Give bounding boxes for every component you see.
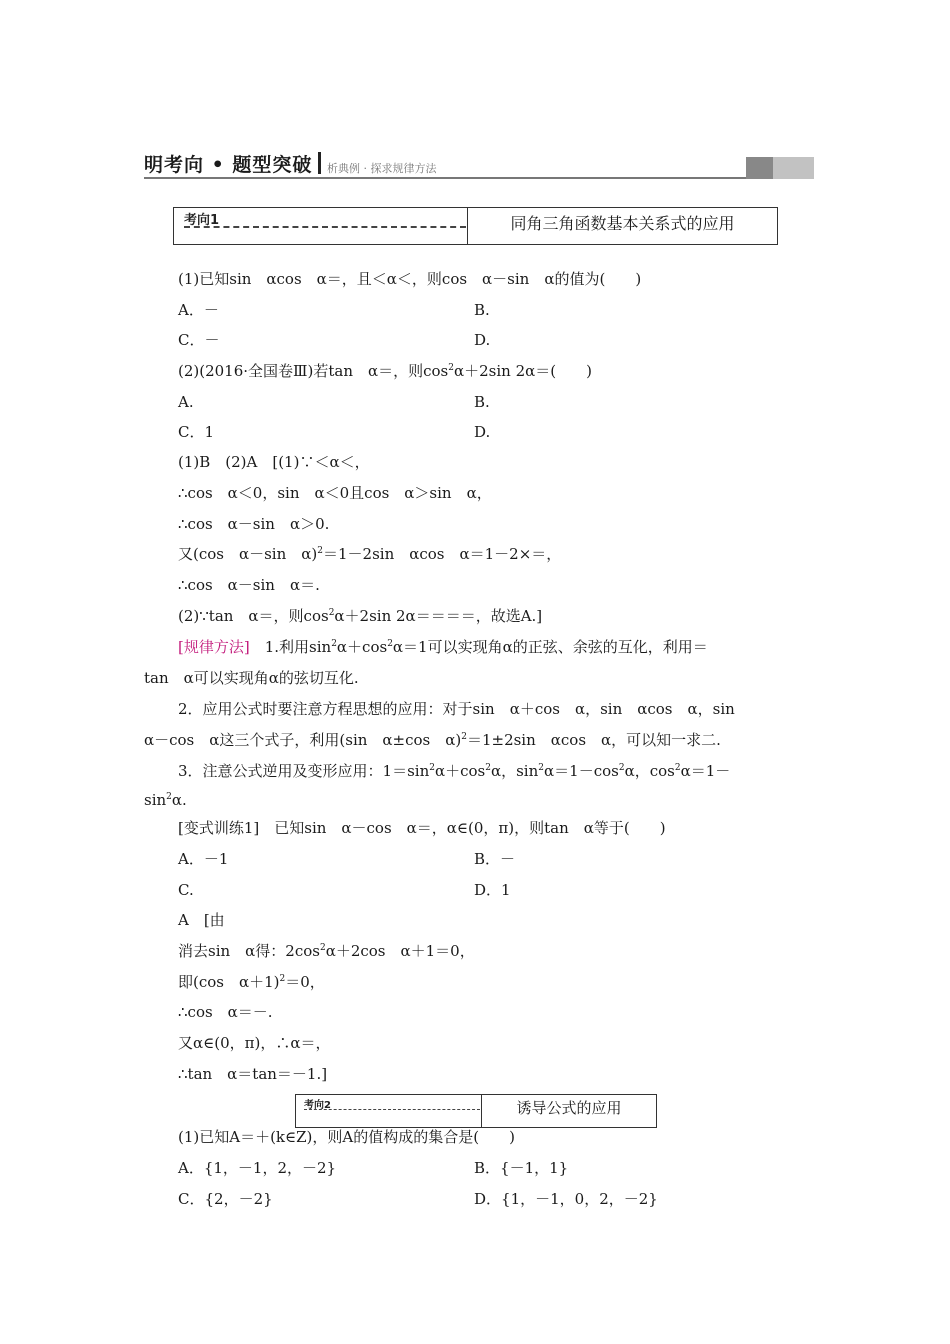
title-separator [318,152,321,174]
option-c: C. [178,881,194,899]
solution-line: ∴cos α－sin α＞0. [178,515,330,533]
question-stem: (1)已知sin αcos α＝，且＜α＜，则cos α－sin α的值为( ) [178,270,642,288]
solution-line: A [由 [178,911,225,929]
method-line: 3．注意公式逆用及变形应用：$1=\sin^2\alpha+\cos^2\alpha$，$\sin^2\alpha=1-\cos^2\alpha$，$\cos^2\alpha=1-$ [178,762,731,780]
topic-title: 同角三角函数基本关系式的应用 [510,214,735,233]
option-b: B. [474,393,490,411]
solution-line: ∴tan α＝tan＝－1.] [178,1065,328,1083]
dashed-divider [184,226,466,228]
solution-line: 消去sin α得：$2\cos^2\alpha+2\cos$ α＋1＝0， [178,942,475,960]
option-b: B．－ [474,850,516,868]
option-c: C．－ [178,331,220,349]
method-tag: [规律方法] [178,638,250,656]
option-d: D. [474,331,491,349]
option-d: D．1 [474,881,511,899]
solution-line: ∴cos α＜0，sin α＜0且cos α＞sin α， [178,484,492,502]
solution-line: (1)B (2)A [(1)∵＜α＜， [178,453,370,471]
solution-line: ∴cos α－sin α＝. [178,576,320,594]
solution-line: (2)∵tan α＝，则$\cos^2\alpha+2\sin$ 2α＝＝＝＝，故选A.] [178,607,543,625]
topic-tag: 考向2 [304,1100,331,1111]
header-block-dark [746,157,773,179]
section-subtitle: 析典例 · 探求规律方法 [327,162,437,175]
option-c: C．1 [178,423,215,441]
solution-line: 即(cos α＋1)$^2$＝0， [178,973,325,991]
method-line: 2．应用公式时要注意方程思想的应用：对于sin α＋cos α，sin αcos α，sin [178,700,735,718]
method-line: tan α可以实现角α的弦切互化. [144,669,359,687]
option-c: C．{2，－2} [178,1190,273,1208]
question-stem: [变式训练1] 已知sin α－cos α＝，α∈(0，π)，则tan α等于( ) [178,819,666,837]
solution-line: 又(cos α－sin α)$^2$＝1－2sin αcos α＝1－2×＝， [178,545,562,563]
dashed-divider [304,1109,480,1110]
method-line: $\sin^2\alpha$. [144,791,187,809]
header-rule [144,177,746,179]
topic-box-2 [295,1094,657,1128]
option-a: A．－1 [178,850,229,868]
option-a: A．－ [178,301,219,319]
solution-line: ∴cos α＝－. [178,1003,273,1021]
option-a: A. [178,393,194,411]
option-d: D. [474,423,491,441]
topic-title: 诱导公式的应用 [516,1099,622,1117]
method-line: [规律方法] 1.利用$\sin^2\alpha+\cos^2\alpha=1$可以实现角α的正弦、余弦的互化，利用＝ [178,638,708,656]
option-a: A．{1，－1，2，－2} [178,1159,337,1177]
option-b: B. [474,301,490,319]
question-stem: (2)(2016·全国卷Ⅲ)若tan α＝，则$\cos^2\alpha+2\sin$ 2α＝( ) [178,362,592,380]
topic-box-1 [173,207,778,245]
option-d: D．{1，－1，0，2，－2} [474,1190,658,1208]
topic-tag: 考向1 [184,213,220,228]
solution-line: 又α∈(0，π)，∴α＝， [178,1034,331,1052]
header-block-light [773,157,814,179]
question-stem: (1)已知A＝＋(k∈Z)，则A的值构成的集合是( ) [178,1128,515,1146]
method-line: α－cos α这三个式子，利用(sin α±cos α)$^2$＝1±2sin αcos α，可以知一求二. [144,731,721,749]
section-title: 明考向 • 题型突破 [144,154,313,176]
option-b: B．{－1，1} [474,1159,569,1177]
